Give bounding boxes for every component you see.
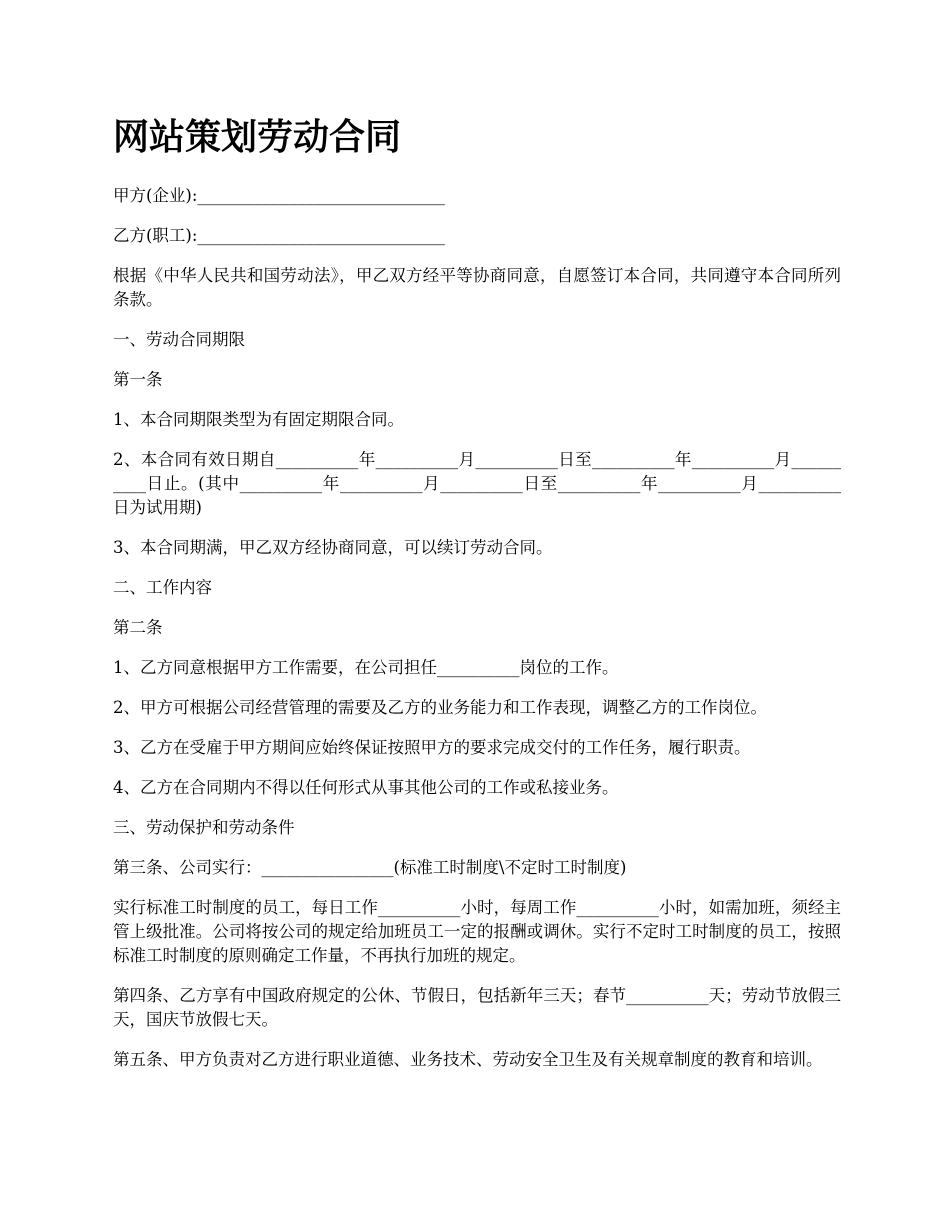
clause-1-2: 2、本合同有效日期自__________年__________月__________日至__________年__________月__________日止。(其中__________年__________月__________日至__________年__________月__________日为试用期) (113, 450, 841, 517)
clause-2-4: 4、乙方在合同期内不得以任何形式从事其他公司的工作或私接业务。 (113, 778, 619, 797)
party-b-line: 乙方(职工):______________________________ (113, 226, 445, 245)
article-5: 第五条、甲方负责对乙方进行职业道德、业务技术、劳动安全卫生及有关规章制度的教育和培训。 (113, 1050, 823, 1069)
document-title: 网站策划劳动合同 (113, 116, 402, 158)
clause-2-3: 3、乙方在受雇于甲方期间应始终保证按照甲方的要求完成交付的工作任务，履行职责。 (113, 738, 751, 757)
working-hours-paragraph: 实行标准工时制度的员工，每日工作__________小时，每周工作__________小时，如需加班，须经主管上级批准。公司将按公司的规定给加班员工一定的报酬或调休。实行不定时工时制度的员工，按照标准工时制度的原则确定工作量，不再执行加班的规定。 (113, 898, 841, 965)
article-1-heading: 第一条 (113, 370, 163, 389)
document-page (113, 112, 841, 1088)
preamble-paragraph: 根据《中华人民共和国劳动法》，甲乙双方经平等协商同意，自愿签订本合同，共同遵守本合同所列条款。 (113, 266, 841, 309)
section-heading-1: 一、劳动合同期限 (113, 330, 245, 349)
clause-1-1: 1、本合同期限类型为有固定期限合同。 (113, 410, 404, 429)
article-4: 第四条、乙方享有中国政府规定的公休、节假日，包括新年三天；春节__________天；劳动节放假三天，国庆节放假七天。 (113, 986, 841, 1029)
party-a-line: 甲方(企业):______________________________ (113, 186, 445, 205)
clause-2-1: 1、乙方同意根据甲方工作需要，在公司担任__________岗位的工作。 (113, 658, 619, 677)
clause-1-3: 3、本合同期满，甲乙双方经协商同意，可以续订劳动合同。 (113, 538, 553, 557)
section-heading-3: 三、劳动保护和劳动条件 (113, 818, 295, 837)
article-2-heading: 第二条 (113, 618, 163, 637)
clause-2-2: 2、甲方可根据公司经营管理的需要及乙方的业务能力和工作表现，调整乙方的工作岗位。 (113, 698, 767, 717)
section-heading-2: 二、工作内容 (113, 578, 212, 597)
article-3: 第三条、公司实行：________________(标准工时制度\不定时工时制度) (113, 858, 627, 877)
